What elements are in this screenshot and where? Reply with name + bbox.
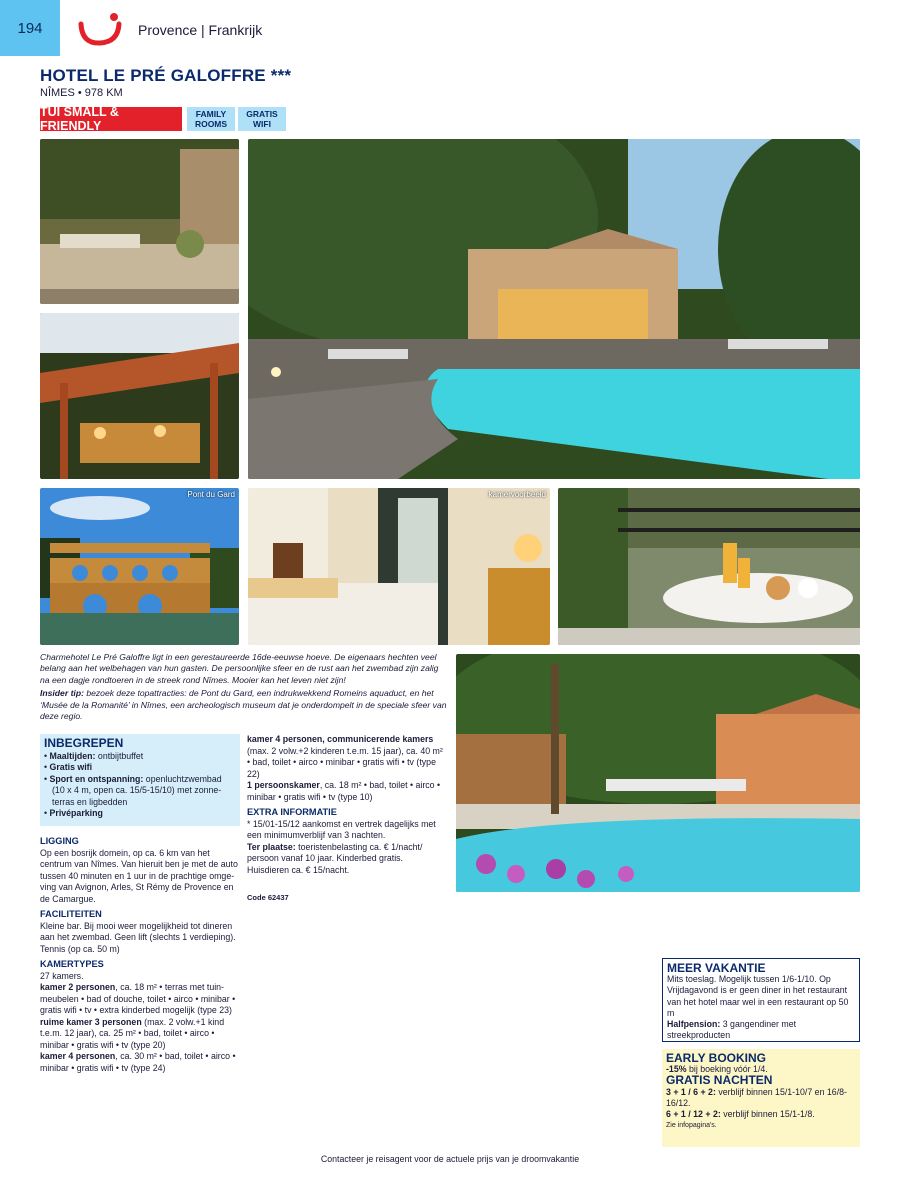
hotel-name: HOTEL LE PRÉ GALOFFRE [40,66,266,85]
hotel-stars: *** [270,66,292,85]
tui-logo [78,12,122,46]
discount-text: bij boeking vóór 1/4. [686,1064,768,1075]
photo-pool-day [456,654,860,892]
insider-tip-label: Insider tip: [40,688,84,699]
offer-label: 3 + 1 / 6 + 2: [666,1086,716,1097]
info-note: Zie infopagina's. [666,1122,717,1130]
photo-pool-evening [248,139,860,479]
room-type [40,1017,240,1052]
kamertypes-count: 27 kamers. [40,970,84,981]
meer-vakantie-title: MEER VAKANTIE [667,961,766,975]
kamertypes-title: KAMERTYPES [40,959,104,969]
offer-text: verblijf binnen 15/1-10/7 en 16/8-16/12. [666,1086,847,1108]
wifi-badge-line2: WIFI [253,119,271,129]
insider-tip [40,688,448,722]
photo-pont-du-gard [40,488,239,645]
hotel-location: NÎMES • 978 KM [40,87,123,99]
photo-label-room: kamervoorbeeld [488,490,546,499]
gratis-nachten-offer [666,1087,856,1109]
gratis-nachten-offer [666,1109,856,1120]
meer-vakantie-text: Mits toeslag. Mogelijk tussen 1/6-1/10. Op Vrijdagavond is er geen diner in het restaurant van het hotel maar wel in een restaurant op 50 m [667,974,849,1018]
inbegrepen-label: Privéparking [49,808,103,818]
room-type-text: (max. 2 volw.+2 kinderen t.e.m. 15 jaar), ca. 40 m² • bad, toilet • airco • minibar • gratis wifi • tv (type 22) [247,745,443,779]
inbegrepen-label: Maaltijden: [49,750,96,761]
footer-note: Contacteer je reisagent voor de actuele prijs van je droomvakantie [320,1154,580,1164]
halfpension [667,1019,855,1041]
offer-text: verblijf binnen 15/1-1/8. [720,1109,815,1120]
left-column [40,832,240,1074]
inbegrepen-label: Sport en ontspanning: [49,773,144,784]
family-rooms-badge [187,107,235,131]
halfpension-text: 3 gangendiner met streekproducten [667,1019,797,1041]
ter-plaatse-text: toeristenbelasting ca. € 1/nacht/ persoon vanaf 10 jaar. Kinderbed gratis. Huisdieren ca. € 15/nacht. [247,841,423,875]
meer-vakantie-box [662,958,860,1042]
faciliteiten-text: Kleine bar. Bij mooi weer mogelijkheid tot dineren aan het zwembad. Geen lift (slechts 1 verdieping). Tennis (op ca. 50 m) [40,920,236,954]
photo-bedroom [248,488,550,645]
photo-label-pont: Pont du Gard [187,490,235,499]
offer-label: 6 + 1 / 12 + 2: [666,1109,721,1120]
ligging-title: LIGGING [40,836,79,846]
inbegrepen-title: INBEGREPEN [44,736,124,750]
gratis-wifi-badge [238,107,286,131]
inbegrepen-label: Gratis wifi [49,762,93,772]
family-badge-line1: FAMILY [195,109,227,119]
intro-paragraph: Charmehotel Le Pré Galoffre ligt in een gerestaureerde 16de-eeuwse hoeve. De eigenaars hechten veel belang aan het welbehagen van hun gasten. De persoonlijke sfeer en de rust aan het zwembad zijn zalig na een dagje rondtoeren in de streek rond Nîmes. Mooier kan het leven niet zijn! [40,652,439,685]
photo-terrace [40,139,239,304]
room-type [40,982,240,1017]
room-type [247,734,447,780]
photo-pergola-dining [40,313,239,479]
family-badge-line2: ROOMS [194,119,228,129]
gratis-nachten-title: GRATIS NACHTEN [666,1073,773,1088]
intro-text [40,652,448,724]
extra-info-title: EXTRA INFORMATIE [247,807,337,817]
faciliteiten-title: FACILITEITEN [40,909,102,919]
extra-info-line1: * 15/01-15/12 aankomst en vertrek dagelijks met een minimumverblijf van 3 nachten. [247,818,436,840]
small-friendly-badge: TUI SMALL & FRIENDLY [40,107,182,131]
discount-label: -15% [666,1064,687,1075]
inbegrepen-box [40,734,240,826]
hotel-title [40,66,291,86]
ligging-text: Op een bosrijk domein, op ca. 6 km van het centrum van Nîmes. Van hieruit ben je met de auto tussen 40 minuten en 1 uur in de prachtige omge-ving van Avignon, Arles, St Rémy de Provence en de Camargue. [40,847,238,904]
inbegrepen-text: ontbijtbuffet [95,750,144,761]
room-type-label: kamer 4 personen, communicerende kamers [247,734,434,744]
halfpension-label: Halfpension: [667,1019,721,1030]
room-type-label: kamer 4 personen [40,1051,116,1061]
room-type-label: ruime kamer 3 personen [40,1016,142,1027]
room-type-label: kamer 2 personen [40,982,116,992]
inbegrepen-item: • Gratis wifi [44,762,93,772]
page-number: 194 [0,0,60,56]
ter-plaatse-label: Ter plaatse: [247,841,296,852]
inbegrepen-item: • Sport en ontspanning: openluchtzwembad (10 x 4 m, open ca. 15/5-15/10) met zonne-terras en ligbedden [44,773,222,807]
photo-breakfast [558,488,860,645]
ter-plaatse [247,842,447,877]
room-type-text: , ca. 18 m² • terras met tuin-meubelen • bad of douche, toilet • airco • minibar • gratis wifi • tv • extra kinderbed mogelijk (type 23) [40,982,236,1015]
inbegrepen-text: openluchtzwembad (10 x 4 m, open ca. 15/5-15/10) met zonne-terras en ligbedden [52,773,222,807]
product-code: Code 62437 [247,893,289,902]
inbegrepen-item: • Privéparking [44,808,103,818]
room-type-text: (max. 2 volw.+1 kind t.e.m. 12 jaar), ca. 25 m² • bad, toilet • airco • minibar • gratis wifi • tv (type 20) [40,1016,225,1050]
room-type [247,780,447,803]
inbegrepen-item: • Maaltijden: ontbijtbuffet [44,750,144,761]
room-type [40,1051,240,1074]
early-booking-title: EARLY BOOKING [666,1051,767,1065]
room-type-label: 1 persoonskamer [247,780,320,790]
insider-tip-text: bezoek deze topattracties: de Pont du Gard, een indrukwekkend Romeins aquaduct, en het ‘Musée de la Romanité’ in Nîmes, een archeologisch museum dat je onderdompelt in de speciale sfeer van deze regio. [40,688,447,722]
wifi-badge-line1: GRATIS [246,109,278,119]
room-type-text: , ca. 30 m² • bad, toilet • airco • minibar • gratis wifi • tv (type 24) [40,1051,236,1073]
region-header: Provence | Frankrijk [138,22,263,38]
middle-column [247,734,447,904]
early-booking-box [662,1049,860,1147]
room-type-text: , ca. 18 m² • bad, toilet • airco • minibar • gratis wifi • tv (type 10) [247,780,441,802]
